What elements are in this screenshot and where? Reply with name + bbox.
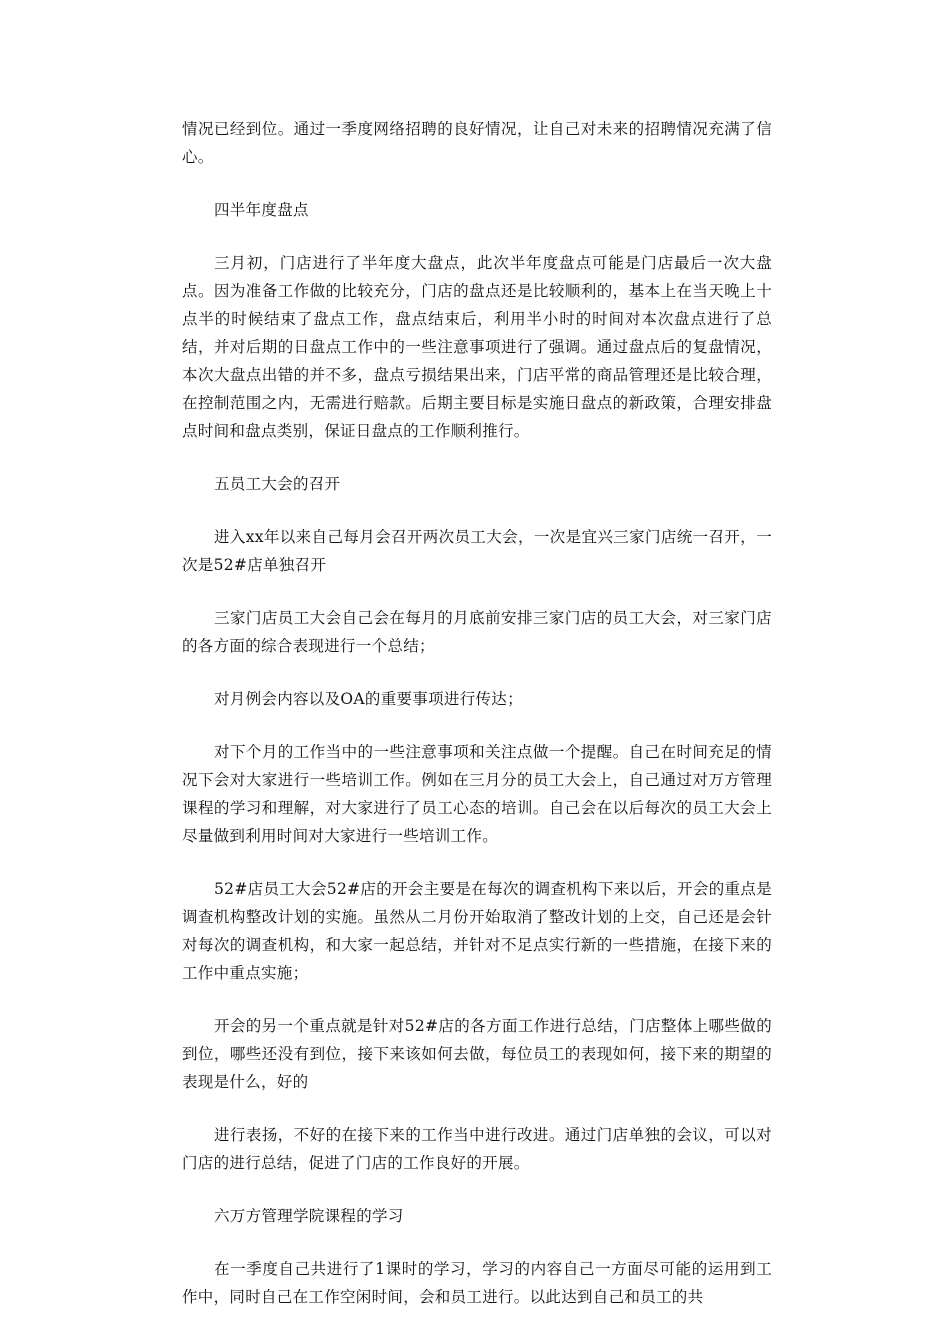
section-heading: 六万方管理学院课程的学习 (214, 1207, 404, 1225)
paragraph: 进入xx年以来自己每月会召开两次员工大会，一次是宜兴三家门店统一召开，一次是52#店单独召开 (182, 528, 772, 574)
paragraph: 开会的另一个重点就是针对52#店的各方面工作进行总结，门店整体上哪些做的到位，哪些还没有到位，接下来该如何去做，每位员工的表现如何，接下来的期望的表现是什么，好的 (182, 1017, 772, 1091)
section-heading: 四半年度盘点 (214, 201, 309, 219)
paragraph: 进行表扬，不好的在接下来的工作当中进行改进。通过门店单独的会议，可以对门店的进行总结，促进了门店的工作良好的开展。 (182, 1126, 772, 1172)
paragraph: 对下个月的工作当中的一些注意事项和关注点做一个提醒。自己在时间充足的情况下会对大家进行一些培训工作。例如在三月分的员工大会上，自己通过对万方管理课程的学习和理解，对大家进行了员工心态的培训。自己会在以后每次的员工大会上尽量做到利用时间对大家进行一些培训工作。 (182, 743, 772, 845)
paragraph: 三家门店员工大会自己会在每月的月底前安排三家门店的员工大会，对三家门店的各方面的综合表现进行一个总结； (182, 609, 772, 655)
paragraph: 在一季度自己共进行了1课时的学习，学习的内容自己一方面尽可能的运用到工作中，同时自己在工作空闲时间，会和员工进行。以此达到自己和员工的共 (182, 1260, 772, 1306)
paragraph: 情况已经到位。通过一季度网络招聘的良好情况，让自己对未来的招聘情况充满了信心。 (182, 120, 772, 166)
paragraph: 对月例会内容以及OA的重要事项进行传达； (214, 690, 523, 708)
document-body (182, 115, 772, 1336)
paragraph: 52#店员工大会52#店的开会主要是在每次的调查机构下来以后，开会的重点是调查机构整改计划的实施。虽然从二月份开始取消了整改计划的上交，自己还是会针对每次的调查机构，和大家一起总结，并针对不足点实行新的一些措施，在接下来的工作中重点实施； (182, 880, 772, 982)
paragraph: 三月初，门店进行了半年度大盘点，此次半年度盘点可能是门店最后一次大盘点。因为准备工作做的比较充分，门店的盘点还是比较顺利的，基本上在当天晚上十点半的时候结束了盘点工作，盘点结束后，利用半小时的时间对本次盘点进行了总结，并对后期的日盘点工作中的一些注意事项进行了强调。通过盘点后的复盘情况，本次大盘点出错的并不多，盘点亏损结果出来，门店平常的商品管理还是比较合理，在控制范围之内，无需进行赔款。后期主要目标是实施日盘点的新政策，合理安排盘点时间和盘点类别，保证日盘点的工作顺利推行。 (182, 254, 772, 440)
section-heading: 五员工大会的召开 (214, 475, 341, 493)
